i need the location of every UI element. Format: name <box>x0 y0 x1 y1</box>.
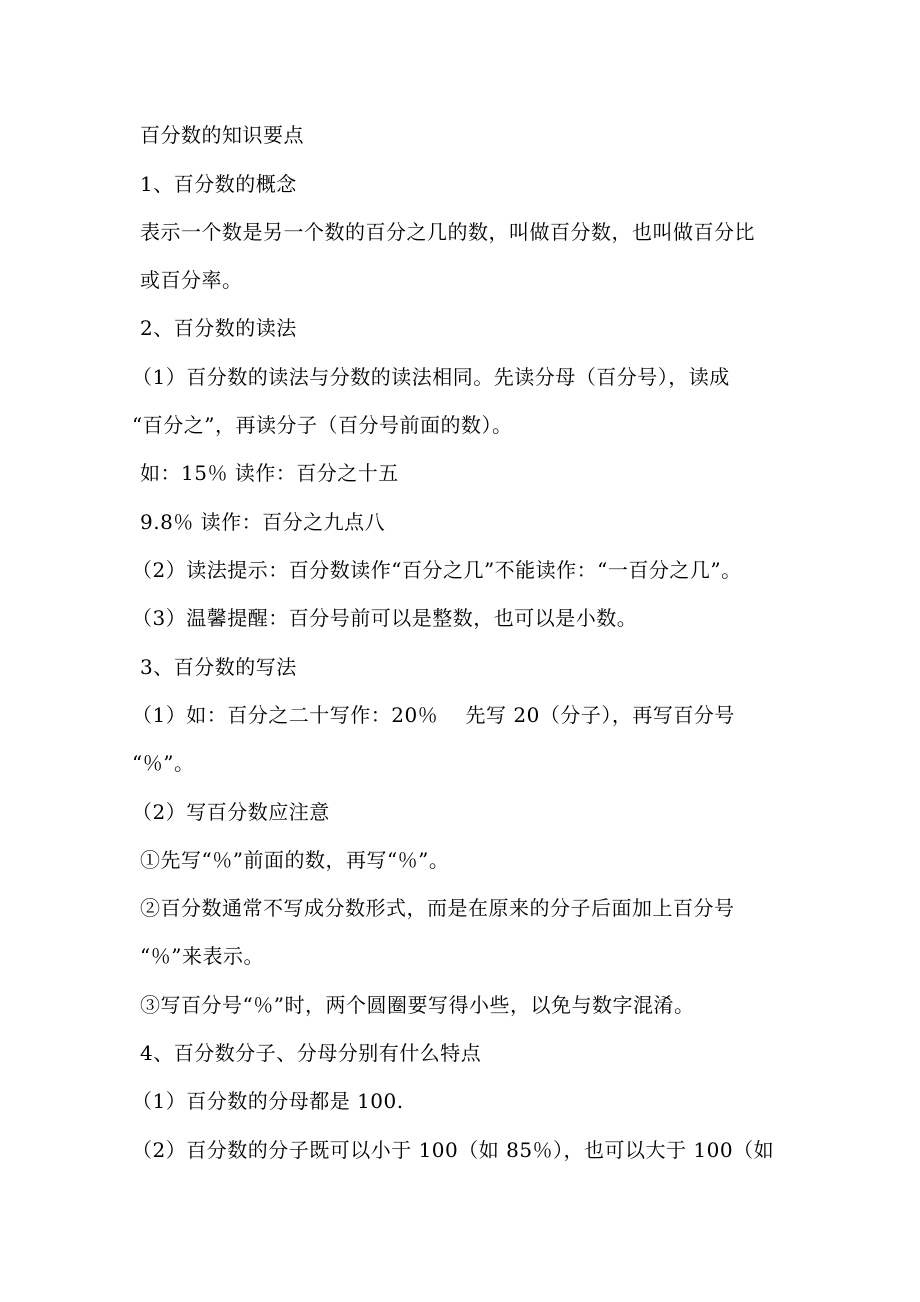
list-item: ①先写“％”前面的数，再写“％”。 <box>140 848 450 872</box>
section-heading: 1、百分数的概念 <box>140 172 297 196</box>
paragraph-line: 或百分率。 <box>140 268 243 292</box>
list-item: ③写百分号“％”时，两个圆圈要写得小些，以免与数字混淆。 <box>140 993 695 1017</box>
paragraph-line: （1）百分数的分母都是 100. <box>132 1089 404 1113</box>
paragraph-line: （1）百分数的读法与分数的读法相同。先读分母（百分号），读成 <box>132 365 730 389</box>
section-heading: 4、百分数分子、分母分别有什么特点 <box>140 1041 482 1065</box>
paragraph-line: 表示一个数是另一个数的百分之几的数，叫做百分数，也叫做百分比 <box>140 220 755 244</box>
paragraph-line: （2）读法提示：百分数读作“百分之几”不能读作：“一百分之几”。 <box>132 558 742 582</box>
list-item: “％”来表示。 <box>140 944 264 968</box>
example-line: 9.8％ 读作：百分之九点八 <box>140 510 386 534</box>
example-line: 如：15％ 读作：百分之十五 <box>140 461 399 485</box>
paragraph-line: “百分之”，再读分子（百分号前面的数）。 <box>132 413 513 437</box>
paragraph-line: “％”。 <box>132 751 195 775</box>
paragraph-line: （1）如：百分之二十写作：20％ 先写 20（分子），再写百分号 <box>132 703 735 727</box>
paragraph-line: （2）写百分数应注意 <box>132 800 330 824</box>
paragraph-line: （3）温馨提醒：百分号前可以是整数，也可以是小数。 <box>132 606 638 630</box>
section-heading: 3、百分数的写法 <box>140 655 297 679</box>
document-title: 百分数的知识要点 <box>140 123 304 147</box>
list-item: ②百分数通常不写成分数形式，而是在原来的分子后面加上百分号 <box>140 896 735 920</box>
section-heading: 2、百分数的读法 <box>140 316 297 340</box>
paragraph-line: （2）百分数的分子既可以小于 100（如 85％），也可以大于 100（如 <box>132 1138 775 1162</box>
